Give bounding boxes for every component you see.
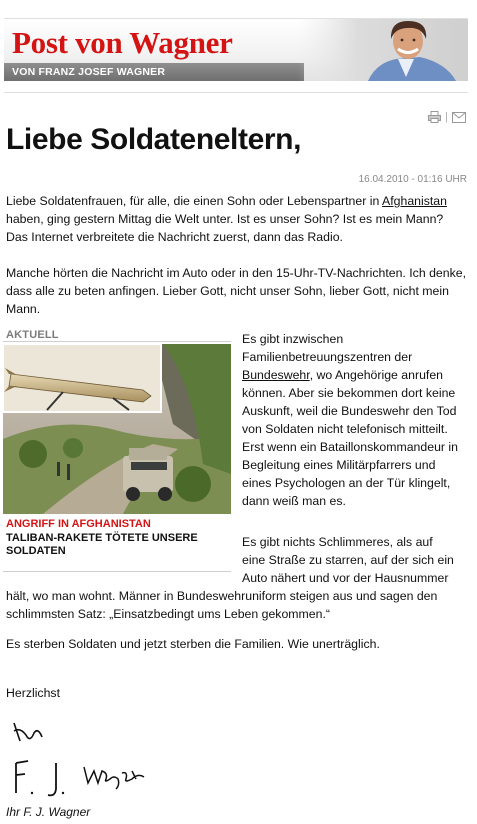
paragraph-1-text-rest: haben, ging gestern Mittag die Welt unter. Ist es unser Sohn? Ist es mein Mann? Das Internet verbreitete die Nachricht zuerst, dann das Radio. [6,212,444,244]
teaser-image[interactable] [3,344,231,514]
paragraph-4-line: eine Straße zu starren, auf der sich ein [242,553,454,567]
paragraph-2: Manche hörten die Nachricht im Auto oder in den 15-Uhr-TV-Nachrichten. Ich denke, dass alle zu beten anfingen. Lieber Gott, nicht unser Sohn, lieber Gott, nicht mein Mann. [6,266,467,316]
afghanistan-link[interactable]: Afghanistan [382,194,447,208]
mail-icon[interactable] [452,112,466,123]
paragraph-4-wrapped-lines [242,533,468,569]
paragraph-3-text: Es gibt inzwischen Familienbetreuungszentren der [242,332,413,364]
paragraph-5: Es sterben Soldaten und jetzt sterben die Familien. Wie unerträglich. [6,637,380,651]
handwritten-signature [8,713,158,803]
related-teaser[interactable] [3,325,231,572]
article-headline: Liebe Soldateneltern, [6,123,301,156]
article-tools [428,110,466,124]
teaser-title[interactable]: TALIBAN-RAKETE TÖTETE UNSERE SOLDATEN [6,532,198,557]
paragraph-3-text-rest: , wo Angehörige anrufen können. Aber sie bekommen dort keine Auskunft, weil die Bundeswehr den Tod von Soldaten nicht telefonisch mitteilt. Erst wenn ein Bataillonskommandeur in Begleitung eines Militärpfarrers und eines Psychologen an der Tür klingelt, dann weiß man es. [242,368,458,508]
closing-greeting: Herzlichst [6,686,60,700]
tool-separator: | [445,111,448,123]
teaser-label: AKTUELL [6,329,59,341]
column-banner [4,18,468,81]
paragraph-4-line: Es gibt nichts Schlimmeres, als auf [242,535,433,549]
bundeswehr-link[interactable]: Bundeswehr [242,368,310,382]
paragraph-4-rest: hält, wo man wohnt. Männer in Bundeswehruniform steigen aus und sagen den schlimmsten Satz: „Einsatzbedingt ums Leben gekommen.“ [6,589,438,621]
signature-name: Ihr F. J. Wagner [6,805,91,819]
article-date: 16.04.2010 - 01:16 UHR [358,174,467,185]
teaser-kicker[interactable]: ANGRIFF IN AFGHANISTAN [6,518,151,530]
paragraph-1 [6,192,468,246]
column-title: Post von Wagner [12,25,233,60]
divider [4,92,468,93]
paragraph-4-continued [6,569,468,623]
teaser-divider [3,341,231,342]
paragraph-3 [242,330,468,510]
paragraph-4-line: Auto nähert und vor der Hausnummer [242,571,449,585]
author-portrait [298,19,468,81]
printer-icon[interactable] [428,111,441,123]
paragraph-1-text: Liebe Soldatenfrauen, für alle, die einen Sohn oder Lebenspartner in [6,194,383,208]
byline: VON FRANZ JOSEF WAGNER [12,66,166,78]
